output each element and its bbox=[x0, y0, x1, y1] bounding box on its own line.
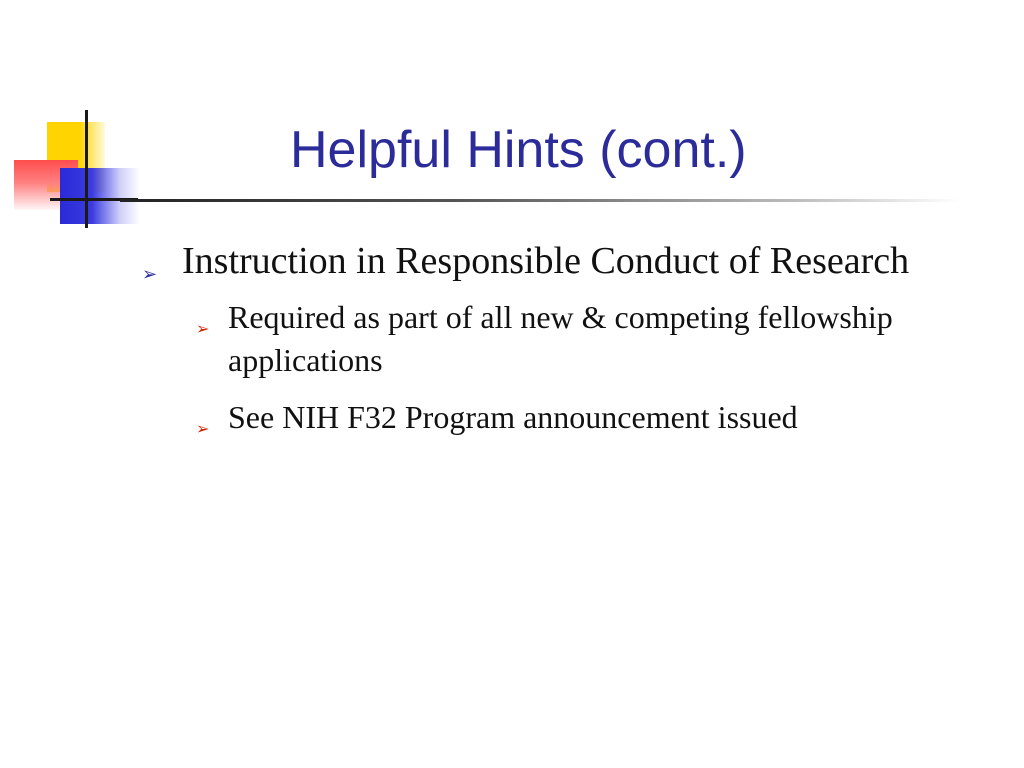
decorative-squares-logo bbox=[0, 0, 160, 240]
bullet-item bbox=[138, 236, 968, 286]
title-divider bbox=[120, 199, 960, 202]
sub-bullet-list bbox=[138, 296, 968, 439]
bullet-text: Instruction in Responsible Conduct of Research bbox=[182, 240, 910, 282]
logo-vertical-line bbox=[85, 110, 88, 228]
sub-bullet-item bbox=[196, 296, 968, 382]
slide-title: Helpful Hints (cont.) bbox=[290, 121, 747, 179]
slide-body bbox=[138, 236, 968, 453]
chevron-right-icon: ➢ bbox=[196, 419, 210, 438]
chevron-right-icon: ➢ bbox=[142, 264, 158, 285]
logo-blue-square bbox=[60, 168, 140, 224]
chevron-right-icon: ➢ bbox=[196, 319, 210, 338]
sub-bullet-item bbox=[196, 396, 968, 439]
sub-bullet-text: See NIH F32 Program announcement issued bbox=[228, 399, 798, 435]
sub-bullet-text: Required as part of all new & competing fellowship applications bbox=[228, 299, 893, 378]
